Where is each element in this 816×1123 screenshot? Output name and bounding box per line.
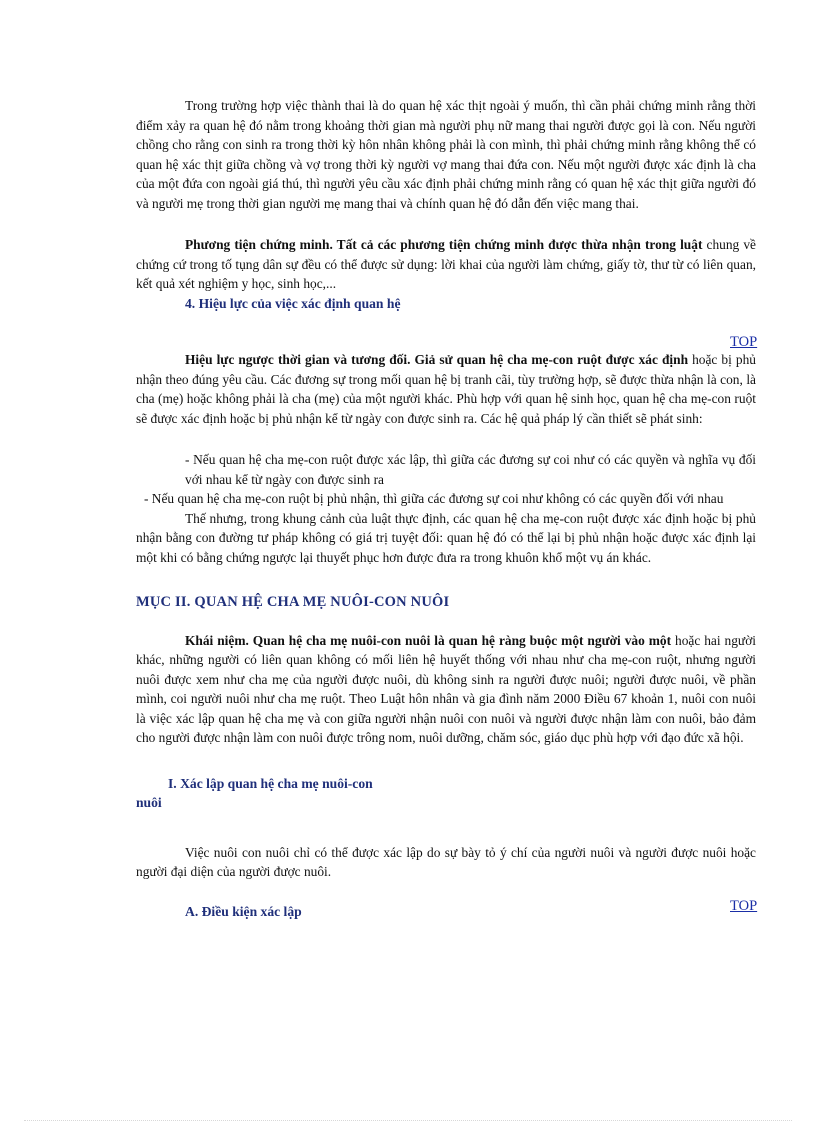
paragraph-not-absolute: Thế nhưng, trong khung cảnh của luật thực định, các quan hệ cha mẹ-con ruột được xác định hoặc bị phủ nhận bằng con đường tư pháp không có giá trị tuyệt đối: quan hệ đó có thể lại bị phủ nhận hoặc được xác định lại một khi có bằng chứng ngược lại thuyết phục hơn được đưa ra trong khuôn khổ một vụ án khác. [136, 510, 756, 565]
bullet-established: - Nếu quan hệ cha mẹ-con ruột được xác lập, thì giữa các đương sự coi như có các quyền và nghĩa vụ đối với nhau kể từ ngày con được sinh ra [185, 452, 756, 487]
top-link-1[interactable]: TOP [730, 334, 758, 350]
heading-I-line2: nuôi [136, 795, 162, 810]
paragraph-proof-conception: Trong trường hợp việc thành thai là do quan hệ xác thịt ngoài ý muốn, thì cần phải chứng minh rằng thời điểm xảy ra quan hệ đó nằm trong khoảng thời gian mà người phụ nữ mang thai người được gọi là con. Nếu người chồng cho rằng con sinh ra trong thời kỳ hôn nhân không phải là con mình, thì phải chứng minh rằng không thể có quan hệ xác thịt giữa chồng và vợ trong thời kỳ người vợ mang thai đứa con. Nếu một người được xác định là cha của một đứa con ngoài giá thú, thì người yêu cầu xác định phải chứng minh rằng có quan hệ xác thịt giữa người đó và người mẹ trong thời gian người mẹ mang thai và chính quan hệ đó dẫn đến việc mang thai. [136, 98, 756, 211]
paragraph-means-of-proof [136, 235, 756, 294]
document-body [136, 96, 756, 921]
paragraph-adoption-concept [136, 631, 756, 748]
heading-I-establish [136, 774, 436, 813]
paragraph-retroactive-effect [136, 350, 756, 428]
paragraph-lead-bold: Khái niệm. Quan hệ cha mẹ nuôi-con nuôi là quan hệ ràng buộc một người vào một [185, 632, 672, 648]
heading-I-line1: I. Xác lập quan hệ cha mẹ nuôi-con [168, 775, 373, 791]
paragraph-text: hoặc bị phủ nhận theo đúng yêu cầu. Các đương sự trong mối quan hệ bị tranh cãi, tùy trường hợp, sẽ được thừa nhận là con, là cha (mẹ) hoặc không phải là cha (mẹ) của một người khác. Phù hợp với quan hệ sinh học, quan hệ cha mẹ-con ruột sẽ được xác định hoặc bị phủ nhận kể từ ngày con được sinh ra. Các hệ quả pháp lý cần thiết sẽ phát sinh: [136, 352, 756, 426]
paragraph-adoption-will: Việc nuôi con nuôi chỉ có thể được xác lập do sự bày tỏ ý chí của người nuôi và người được nuôi hoặc người đại diện của người được nuôi. [136, 844, 756, 879]
top-link-2[interactable]: TOP [730, 898, 758, 914]
section-title-adoption: MỤC II. QUAN HỆ CHA MẸ NUÔI-CON NUÔI [136, 594, 450, 610]
heading-4-effect: 4. Hiệu lực của việc xác định quan hệ [185, 295, 401, 311]
paragraph-lead-bold: Hiệu lực ngược thời gian và tương đối. Giả sử quan hệ cha mẹ-con ruột được xác định [185, 352, 689, 367]
heading-A-conditions: A. Điều kiện xác lập [185, 903, 302, 919]
bullet-denied: - Nếu quan hệ cha mẹ-con ruột bị phủ nhận, thì giữa các đương sự coi như không có các quyền đối với nhau [144, 491, 724, 506]
page-bottom-divider [24, 1120, 792, 1121]
paragraph-text: hoặc hai người khác, những người có liên quan không có mối liên hệ huyết thống với nhau như cha mẹ-con ruột, nhưng người nuôi được xem như cha mẹ của người được nuôi, dù không sinh ra người được nuôi; người được nuôi, về phần mình, coi người nuôi như cha mẹ ruột. Theo Luật hôn nhân và gia đình năm 2000 Điều 67 khoản 1, nuôi con nuôi là việc xác lập quan hệ cha mẹ và con giữa người nhận nuôi con nuôi và người được nhận làm con nuôi, bảo đảm cho người được nhận làm con nuôi được trông nom, nuôi dưỡng, chăm sóc, giáo dục phù hợp với đạo đức xã hội. [136, 632, 756, 745]
paragraph-text: chung về chứng cứ trong tố tụng dân sự đều có thể được sử dụng: lời khai của người làm chứng, giấy tờ, thư từ có liên quan, kết quả xét nghiệm y học, sinh học,... [136, 237, 756, 291]
paragraph-lead-bold: Phương tiện chứng minh. Tất cả các phương tiện chứng minh được thừa nhận trong luật [185, 237, 703, 252]
